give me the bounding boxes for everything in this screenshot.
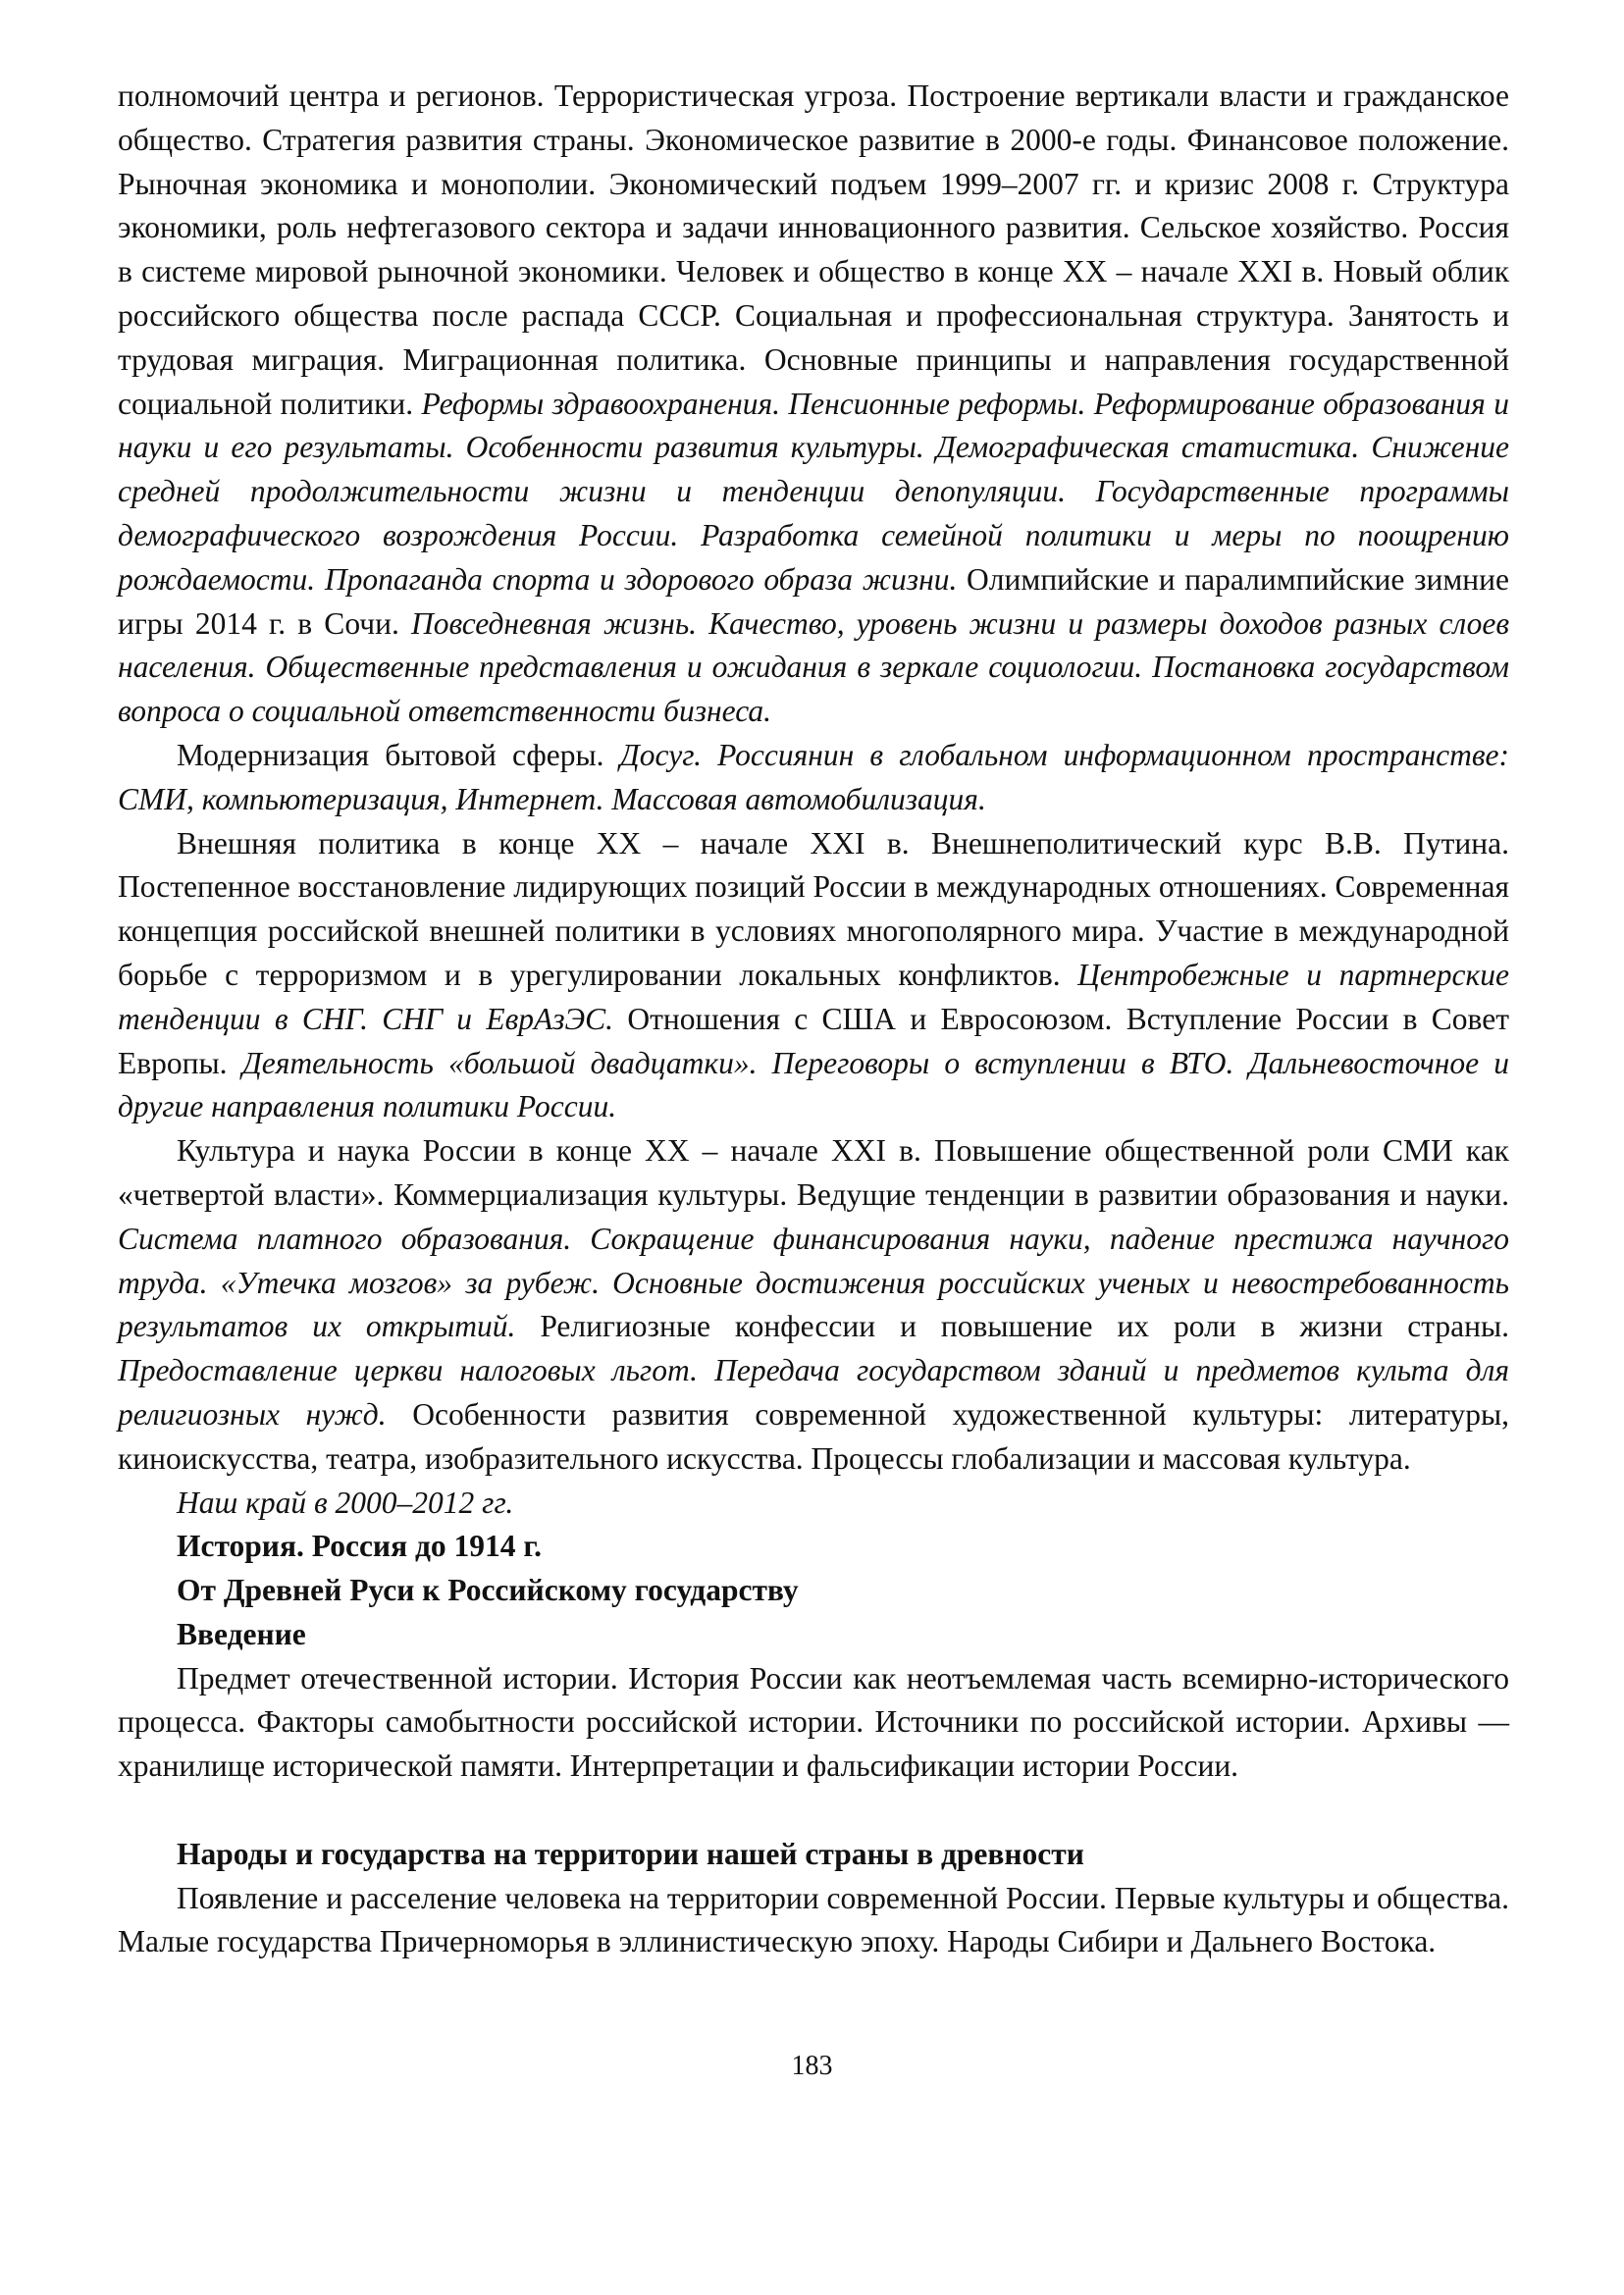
italic-text-segment: Реформы здравоохранения. Пенсионные реформы. Реформирование образования и науки и его результаты. Особенности развития культуры. Демографическая статистика. Снижение средней продолжительности жизни и тенденции депопуляции. Государственные программы демографического возрождения России. Разработка семейной политики и меры по поощрению рождаемости. Пропаганда спорта и здорового образа жизни. [118,386,1509,597]
text-segment: Особенности развития современной художественной культуры: литературы, киноискусства, театра, изобразительного искусства. Процессы глобализации и массовая культура. [118,1396,1509,1476]
italic-text-segment: Досуг. Россиянин в глобальном информационном пространстве: СМИ, компьютеризация, Интернет. Массовая автомобилизация. [118,737,1509,816]
heading-introduction: Введение [177,1616,306,1651]
italic-text-segment: Предоставление церкви налоговых льгот. Передача государством зданий и предметов культа для религиозных нужд. [118,1353,1509,1432]
text-segment: Олимпийские и паралимпийские зимние игры 2014 г. в Сочи. [118,561,1509,641]
body-paragraph [118,822,1509,1130]
text-segment: Модернизация бытовой сферы. [177,737,620,772]
spacer [118,1789,1509,1833]
paragraph-group [118,75,1509,1482]
heading-history: История. Россия до 1914 г. [177,1529,543,1564]
text-segment: Отношения с США и Евросоюзом. Вступление России в Совет Европы. [118,1001,1509,1080]
text-segment: Культура и наука России в конце XX – начале XXI в. Повышение общественной роли СМИ как «четвертой власти». Коммерциализация культуры. Ведущие тенденции в развитии образования и науки. [118,1133,1509,1212]
text-segment: Внешняя политика в конце XX – начале XXI в. Внешнеполитический курс В.В. Путина. Постепенное восстановление лидирующих позиций России в международных отношениях. Современная концепция российской внешней политики в условиях многополярного мира. Участие в международной борьбе с терроризмом и в урегулировании локальных конфликтов. [118,825,1509,992]
region-line-text: Наш край в 2000–2012 гг. [177,1485,514,1520]
body-paragraph [118,1129,1509,1481]
page-content [118,75,1509,1964]
peoples-paragraph: Появление и расселение человека на территории современной России. Первые культуры и общества. Малые государства Причерноморья в эллинистическую эпоху. Народы Сибири и Дальнего Востока. [118,1880,1509,1959]
text-segment: Религиозные конфессии и повышение их роли в жизни страны. [515,1309,1510,1344]
intro-paragraph: Предмет отечественной истории. История России как неотъемлемая часть всемирно-исторического процесса. Факторы самобытности российской истории. Источники по российской истории. Архивы — хранилище исторической памяти. Интерпретации и фальсификации истории России. [118,1660,1509,1784]
region-line [118,1482,1509,1526]
page-number: 183 [791,2051,833,2081]
heading-peoples: Народы и государства на территории нашей страны в древности [177,1836,1084,1871]
heading-ancient-rus: От Древней Руси к Российскому государству [177,1573,799,1608]
italic-text-segment: Система платного образования. Сокращение финансирования науки, падение престижа научного труда. «Утечка мозгов» за рубеж. Основные достижения российских ученых и невостребованность результатов их открытий. [118,1221,1509,1344]
body-paragraph [118,75,1509,734]
text-segment: полномочий центра и регионов. Террористическая угроза. Построение вертикали власти и гражданское общество. Стратегия развития страны. Экономическое развитие в 2000-е годы. Финансовое положение. Рыночная экономика и монополии. Экономический подъем 1999–2007 гг. и кризис 2008 г. Структура экономики, роль нефтегазового сектора и задачи инновационного развития. Сельское хозяйство. Россия в системе мировой рыночной экономики. Человек и общество в конце XX – начале XXI в. Новый облик российского общества после распада СССР. Социальная и профессиональная структура. Занятость и трудовая миграция. Миграционная политика. Основные принципы и направления государственной социальной политики. [118,78,1509,421]
italic-text-segment: Повседневная жизнь. Качество, уровень жизни и размеры доходов разных слоев населения. Общественные представления и ожидания в зеркале социологии. Постановка государством вопроса о социальной ответственности бизнеса. [118,605,1509,729]
italic-text-segment: Деятельность «большой двадцатки». Переговоры о вступлении в ВТО. Дальневосточное и другие направления политики России. [118,1045,1510,1124]
italic-text-segment: Центробежные и партнерские тенденции в СНГ. СНГ и ЕврАзЭС. [118,957,1509,1036]
body-paragraph [118,734,1509,822]
